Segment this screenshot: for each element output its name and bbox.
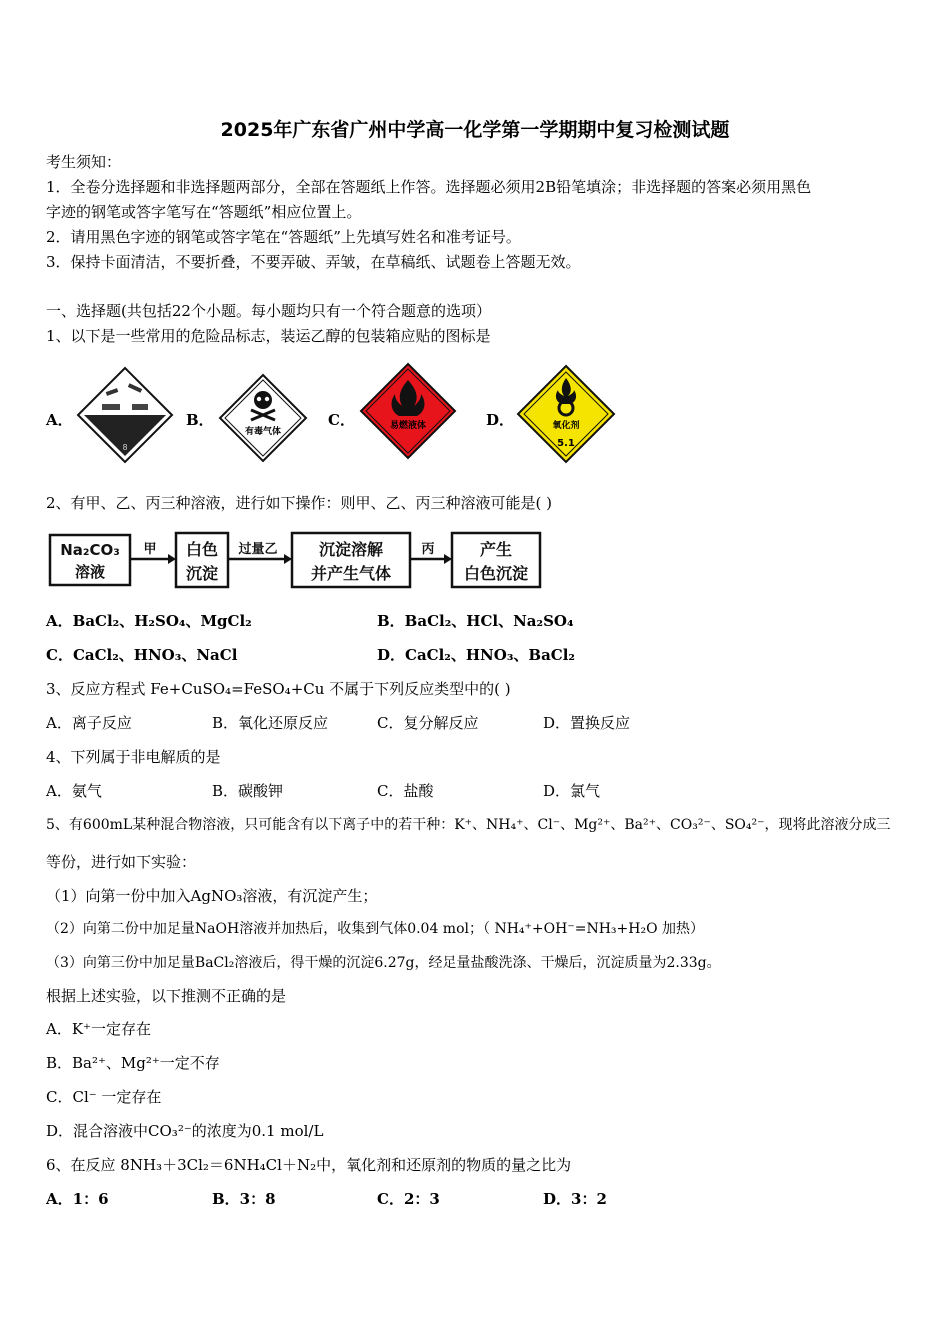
q6-option-d: D．3：2: [543, 1190, 607, 1208]
notice-item: 1．全卷分选择题和非选择题两部分，全部在答题纸上作答。选择题必须用2B铅笔填涂；非选择题的答案必须用黑色: [46, 178, 812, 196]
question-2-stem: 2、有甲、乙、丙三种溶液，进行如下操作：则甲、乙、丙三种溶液可能是( ): [46, 494, 553, 512]
q2-option-a: A．BaCl₂、H₂SO₄、MgCl₂: [46, 612, 252, 630]
toxic-gas-text: 有毒气体: [244, 427, 282, 437]
toxic-gas-sign-icon: [217, 372, 309, 464]
q3-option-d: D．置换反应: [543, 714, 631, 732]
option-c-label: C．: [328, 411, 355, 429]
q6-option-a: A．1：6: [46, 1190, 109, 1208]
flow-box-1-line-1: Na₂CO₃: [60, 541, 120, 559]
q2-option-d: D．CaCl₂、HNO₃、BaCl₂: [377, 646, 575, 664]
flow-arrow-2-label: 过量乙: [238, 542, 278, 557]
option-d-label: D．: [486, 411, 515, 429]
oxidizer-text: 氧化剂: [552, 421, 580, 431]
oxidizer-sign-icon: [516, 364, 616, 464]
q2-option-b: B．BaCl₂、HCl、Na₂SO₄: [377, 612, 574, 630]
notice-item: 3．保持卡面清洁，不要折叠，不要弄破、弄皱，在草稿纸、试题卷上答题无效。: [46, 253, 581, 271]
flow-box-2-line-1: 白色: [185, 540, 219, 559]
question-5-stem-cont: 等份，进行如下实验：: [46, 853, 197, 871]
option-b-label: B．: [186, 411, 214, 429]
q4-option-c: C．盐酸: [377, 782, 434, 800]
q2-option-c: C．CaCl₂、HNO₃、NaCl: [46, 646, 238, 664]
q3-option-c: C．复分解反应: [377, 714, 479, 732]
option-a-label: A．: [46, 411, 73, 429]
q4-option-b: B．碳酸钾: [212, 782, 284, 800]
q6-option-c: C．2：3: [377, 1190, 440, 1208]
notice-heading: 考生须知：: [46, 153, 122, 171]
question-4-stem: 4、下列属于非电解质的是: [46, 748, 221, 766]
flow-box-3-line-1: 沉淀溶解: [318, 540, 384, 559]
flow-box-4-line-1: 产生: [479, 540, 513, 559]
flow-box-2-line-2: 沉淀: [185, 564, 219, 583]
q5-step-1: （1）向第一份中加入AgNO₃溶液，有沉淀产生；: [46, 887, 378, 905]
section-heading: 一、选择题(共包括22个小题。每小题均只有一个符合题意的选项）: [46, 302, 491, 320]
page-title: 2025年广东省广州中学高一化学第一学期期中复习检测试题: [220, 119, 730, 141]
corrosive-sign-icon: [76, 366, 174, 464]
notice-item: 2．请用黑色字迹的钢笔或答字笔在“答题纸”上先填写姓名和准考证号。: [46, 228, 521, 246]
q5-prompt: 根据上述实验，以下推测不正确的是: [46, 987, 287, 1005]
q5-step-2: （2）向第二份中加足量NaOH溶液并加热后，收集到气体0.04 mol；（ NH₄⁺+OH⁻=NH₃+H₂O 加热）: [46, 921, 704, 937]
q5-option-d: D．混合溶液中CO₃²⁻的浓度为0.1 mol/L: [46, 1122, 324, 1140]
q4-option-a: A．氨气: [46, 782, 102, 800]
question-5-stem: 5、有600mL某种混合物溶液，只可能含有以下离子中的若干种：K⁺、NH₄⁺、Cl⁻、Mg²⁺、Ba²⁺、CO₃²⁻、SO₄²⁻，现将此溶液分成三: [46, 817, 891, 833]
flow-box-4-line-2: 白色沉淀: [463, 564, 529, 583]
q5-option-b: B．Ba²⁺、Mg²⁺一定不存: [46, 1054, 220, 1072]
flow-arrow-3-label: 丙: [421, 542, 435, 557]
flow-box-1-line-2: 溶液: [74, 563, 106, 581]
q5-step-3: （3）向第三份中加足量BaCl₂溶液后，得干燥的沉淀6.27g，经足量盐酸洗涤、干燥后，沉淀质量为2.33g。: [46, 955, 721, 971]
corrosive-class-number: 8: [122, 443, 128, 452]
q6-option-b: B．3：8: [212, 1190, 276, 1208]
question-3-stem: 3、反应方程式 Fe+CuSO₄=FeSO₄+Cu 不属于下列反应类型中的( ): [46, 680, 511, 698]
flow-box-3-line-2: 并产生气体: [310, 564, 392, 583]
q3-option-b: B．氧化还原反应: [212, 714, 329, 732]
q5-option-c: C．Cl⁻ 一定存在: [46, 1088, 162, 1106]
q5-option-a: A．K⁺一定存在: [46, 1020, 151, 1038]
question-6-stem: 6、在反应 8NH₃＋3Cl₂＝6NH₄Cl＋N₂中，氧化剂和还原剂的物质的量之比为: [46, 1156, 572, 1174]
q3-option-a: A．离子反应: [46, 714, 132, 732]
notice-item: 字迹的钢笔或答字笔写在“答题纸”相应位置上。: [46, 203, 362, 221]
oxidizer-class-number: 5.1: [557, 438, 575, 449]
flammable-liquid-text: 易燃液体: [389, 421, 427, 431]
reaction-flow-diagram: [46, 529, 546, 593]
question-1-stem: 1、以下是一些常用的危险品标志，装运乙醇的包装箱应贴的图标是: [46, 327, 491, 345]
flow-arrow-1-label: 甲: [143, 542, 157, 557]
q4-option-d: D．氯气: [543, 782, 601, 800]
flammable-liquid-sign-icon: [359, 362, 457, 460]
